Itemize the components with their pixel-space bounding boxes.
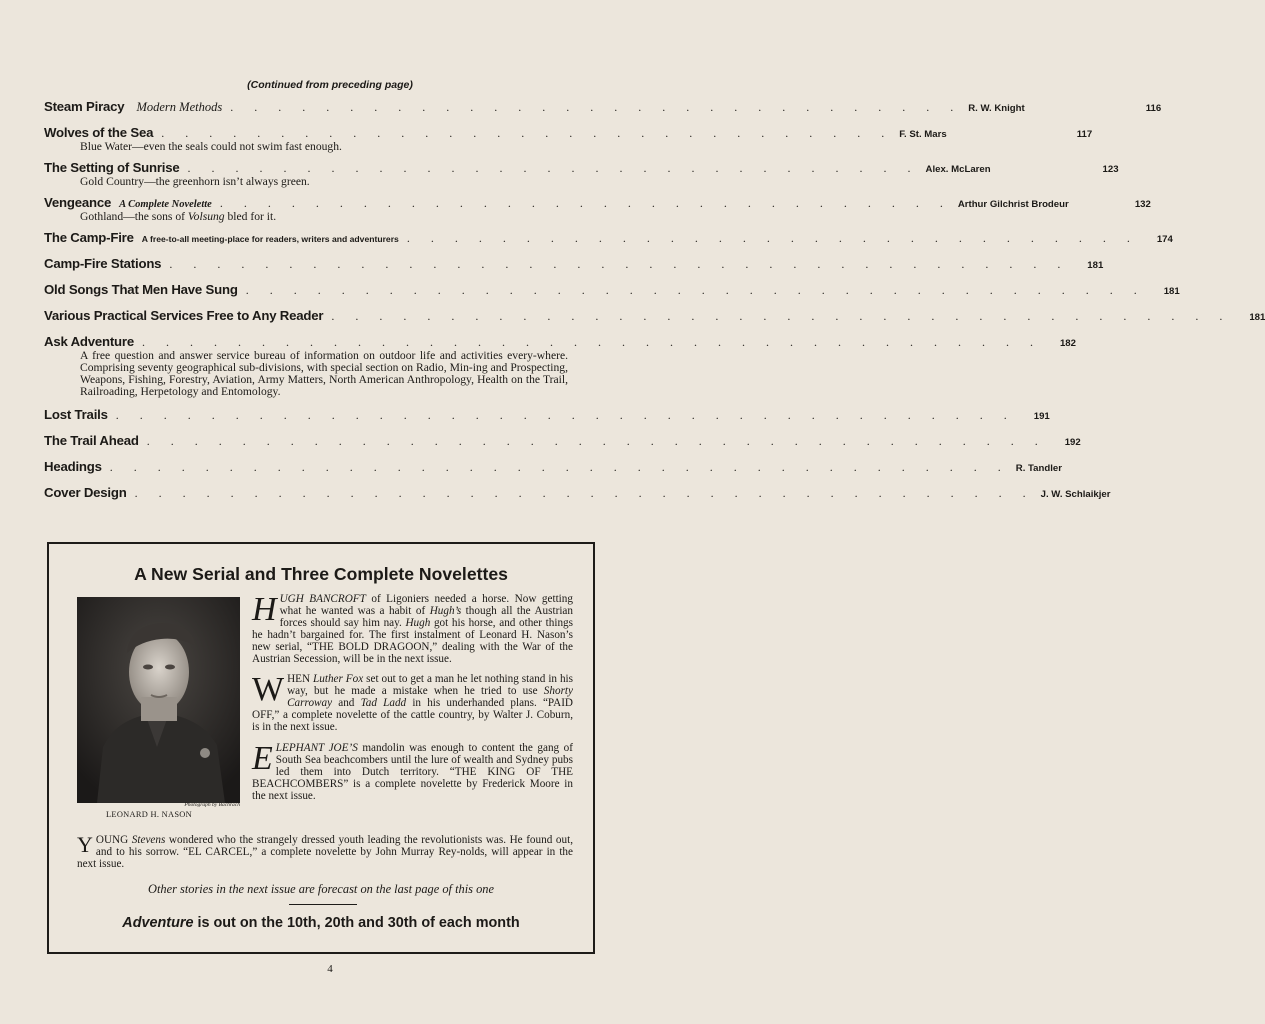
entry-page: 181 [1249,312,1265,323]
entry-title: Headings [44,459,102,474]
toc-entry-old-songs[interactable] [44,277,1180,303]
entry-title: Cover Design [44,485,127,500]
dot-leader: . . . . . . . . . . . . . . . . . . . . . . . . . . . . . . . . . . . . . . [141,335,1042,349]
announcement-heading: A New Serial and Three Complete Novelettes [134,564,508,584]
drop-cap: Y [77,832,93,857]
dot-leader: . . . . . . . . . . . . . . . . . . . . . . . . . . . . . . . . . . . . . . [245,283,1146,297]
entry-title: Camp-Fire Stations [44,256,162,271]
dot-leader: . . . . . . . . . . . . . . . . . . . . . . . . . . . . . . . . . . . . . . [331,309,1232,323]
entry-title: Various Practical Services Free to Any Reader [44,308,324,323]
entry-description: A free question and answer service bureau of information on outdoor life and activities every-where. Comprising seventy geographical sub-divisions, with special section on Radio, Min-ing and Prospecting, Weapons, Fishing, Forestry, Aviation, Army Matters, North American Anthropology, Health on the Trail, Railroading, Herpetology and Entomology. [80,349,568,398]
publication-schedule: Adventure is out on the 10th, 20th and 30th of each month [122,915,520,931]
toc-entry-headings[interactable] [44,454,1062,480]
entry-title: Vengeance [44,195,112,210]
entry-subtitle: A free-to-all meeting-place for readers, writers and adventurers [141,234,399,244]
entry-page: 123 [1102,164,1119,175]
entry-description: Gold Country—the greenhorn isn’t always green. [80,175,310,188]
entry-author: J. W. Schlaikjer [1040,489,1111,500]
soldier-portrait-icon [77,597,240,803]
table-of-contents [44,94,1265,506]
entry-page: 117 [1076,129,1093,140]
entry-page: 132 [1134,199,1151,210]
entry-author: R. W. Knight [968,103,1025,114]
entry-title: The Camp-Fire [44,230,134,245]
entry-page: 192 [1064,437,1081,448]
entry-page: 191 [1033,411,1050,422]
drop-cap: E [252,739,273,777]
toc-entry-vengeance[interactable] [44,190,1151,223]
entry-subtitle: A Complete Novelette [119,199,212,210]
dot-leader: . . . . . . . . . . . . . . . . . . . . . . . . . . . . . . . [187,161,920,175]
photo-credit: Photograph by Bachrach [184,802,240,808]
toc-entry-practical-services[interactable] [44,303,1265,329]
entry-title: Old Songs That Men Have Sung [44,282,238,297]
page-number: 4 [327,963,333,975]
entry-title: Lost Trails [44,407,108,422]
drop-cap: H [252,591,277,628]
entry-subtitle: Modern Methods [136,100,223,114]
magazine-name: Adventure [122,915,194,931]
entry-page: 116 [1145,103,1162,114]
toc-entry-camp-fire-stations[interactable] [44,251,1104,277]
entry-author: R. Tandler [1015,463,1062,474]
dot-leader: . . . . . . . . . . . . . . . . . . . . . . . . . . . . . . . [161,126,894,140]
entry-description: Blue Water—even the seals could not swim fast enough. [80,140,342,153]
entry-title: Ask Adventure [44,334,134,349]
el-carcel-paragraph: YOUNG Stevens wondered who the strangely dressed youth leading the revolutionists was. He found out, and to his sorrow. “EL CARCEL,” a complete novelette by John Murray Rey-nolds, will appear in the next issue. [77,832,573,870]
divider [289,904,357,905]
toc-entry-trail-ahead[interactable] [44,428,1081,454]
continued-note: (Continued from preceding page) [247,79,413,91]
entry-title: The Trail Ahead [44,433,139,448]
dot-leader: . . . . . . . . . . . . . . . . . . . . . . . . . . . . . . . . . . . . . . [134,486,1035,500]
serial-paragraph: HUGH BANCROFT of Ligoniers needed a horse. Now getting what he wanted was a habit of Hugh’s though all the Austrian forces should say him nay. Hugh got his horse, and other things he hadn’t bargained for. The first instalment of Leonard H. Nason’s new serial, “THE BOLD DRAGOON,” dealing with the War of the Austrian Secession, will be in the next issue. [252,591,573,665]
entry-page: 181 [1087,260,1104,271]
dot-leader: . . . . . . . . . . . . . . . . . . . . . . . . . . . . . . . [219,196,952,210]
entry-description: Gothland—the sons of Volsung bled for it. [80,210,277,223]
dot-leader: . . . . . . . . . . . . . . . . . . . . . . . . . . . . . . . . . . . . . . [109,460,1010,474]
toc-entry-cover-design[interactable] [44,480,1111,506]
dot-leader: . . . . . . . . . . . . . . . . . . . . . . . . . . . . . . . . . . . . . . [115,408,1016,422]
entry-title: Steam Piracy [44,99,125,114]
forecast-note: Other stories in the next issue are forecast on the last page of this one [148,882,494,896]
photo-caption: LEONARD H. NASON [106,810,192,819]
entry-title: The Setting of Sunrise [44,160,180,175]
dot-leader: . . . . . . . . . . . . . . . . . . . . . . . . . . . . . . . [230,100,963,114]
announcement-text [252,591,574,812]
entry-page: 174 [1156,234,1173,245]
entry-author: Arthur Gilchrist Brodeur [957,199,1069,210]
drop-cap: W [252,671,285,709]
toc-entry-camp-fire[interactable] [44,225,1173,251]
toc-entry-ask-adventure[interactable] [44,329,1076,398]
entry-page: 182 [1059,338,1076,349]
toc-entry-setting-of-sunrise[interactable] [44,155,1119,188]
author-portrait-image [77,597,240,803]
dot-leader: . . . . . . . . . . . . . . . . . . . . . . . . . . . . . . . [406,231,1139,245]
toc-entry-steam-piracy[interactable] [44,94,1162,120]
beachcombers-paragraph: ELEPHANT JOE’S mandolin was enough to content the gang of South Sea beachcombers until the lure of wealth and Sydney pubs led them into Dutch territory. “THE KING OF THE BEACHCOMBERS” is a complete novelette by Frederick Moore in the next issue. [252,739,573,802]
toc-entry-lost-trails[interactable] [44,402,1050,428]
paid-off-paragraph: WHEN Luther Fox set out to get a man he let nothing stand in his way, but he made a mistake when he tried to use Shorty Carroway and Tad Ladd in his underhanded plans. “PAID OFF,” a complete novelette of the cattle country, by Walter J. Coburn, is in the next issue. [252,671,574,734]
next-issue-announcement [47,542,595,954]
entry-page: 181 [1163,286,1180,297]
entry-author: Alex. McLaren [925,164,991,175]
toc-entry-wolves-of-the-sea[interactable] [44,120,1093,153]
entry-title: Wolves of the Sea [44,125,154,140]
entry-author: F. St. Mars [899,129,947,140]
dot-leader: . . . . . . . . . . . . . . . . . . . . . . . . . . . . . . . . . . . . . . [169,257,1070,271]
dot-leader: . . . . . . . . . . . . . . . . . . . . . . . . . . . . . . . . . . . . . . [146,434,1047,448]
